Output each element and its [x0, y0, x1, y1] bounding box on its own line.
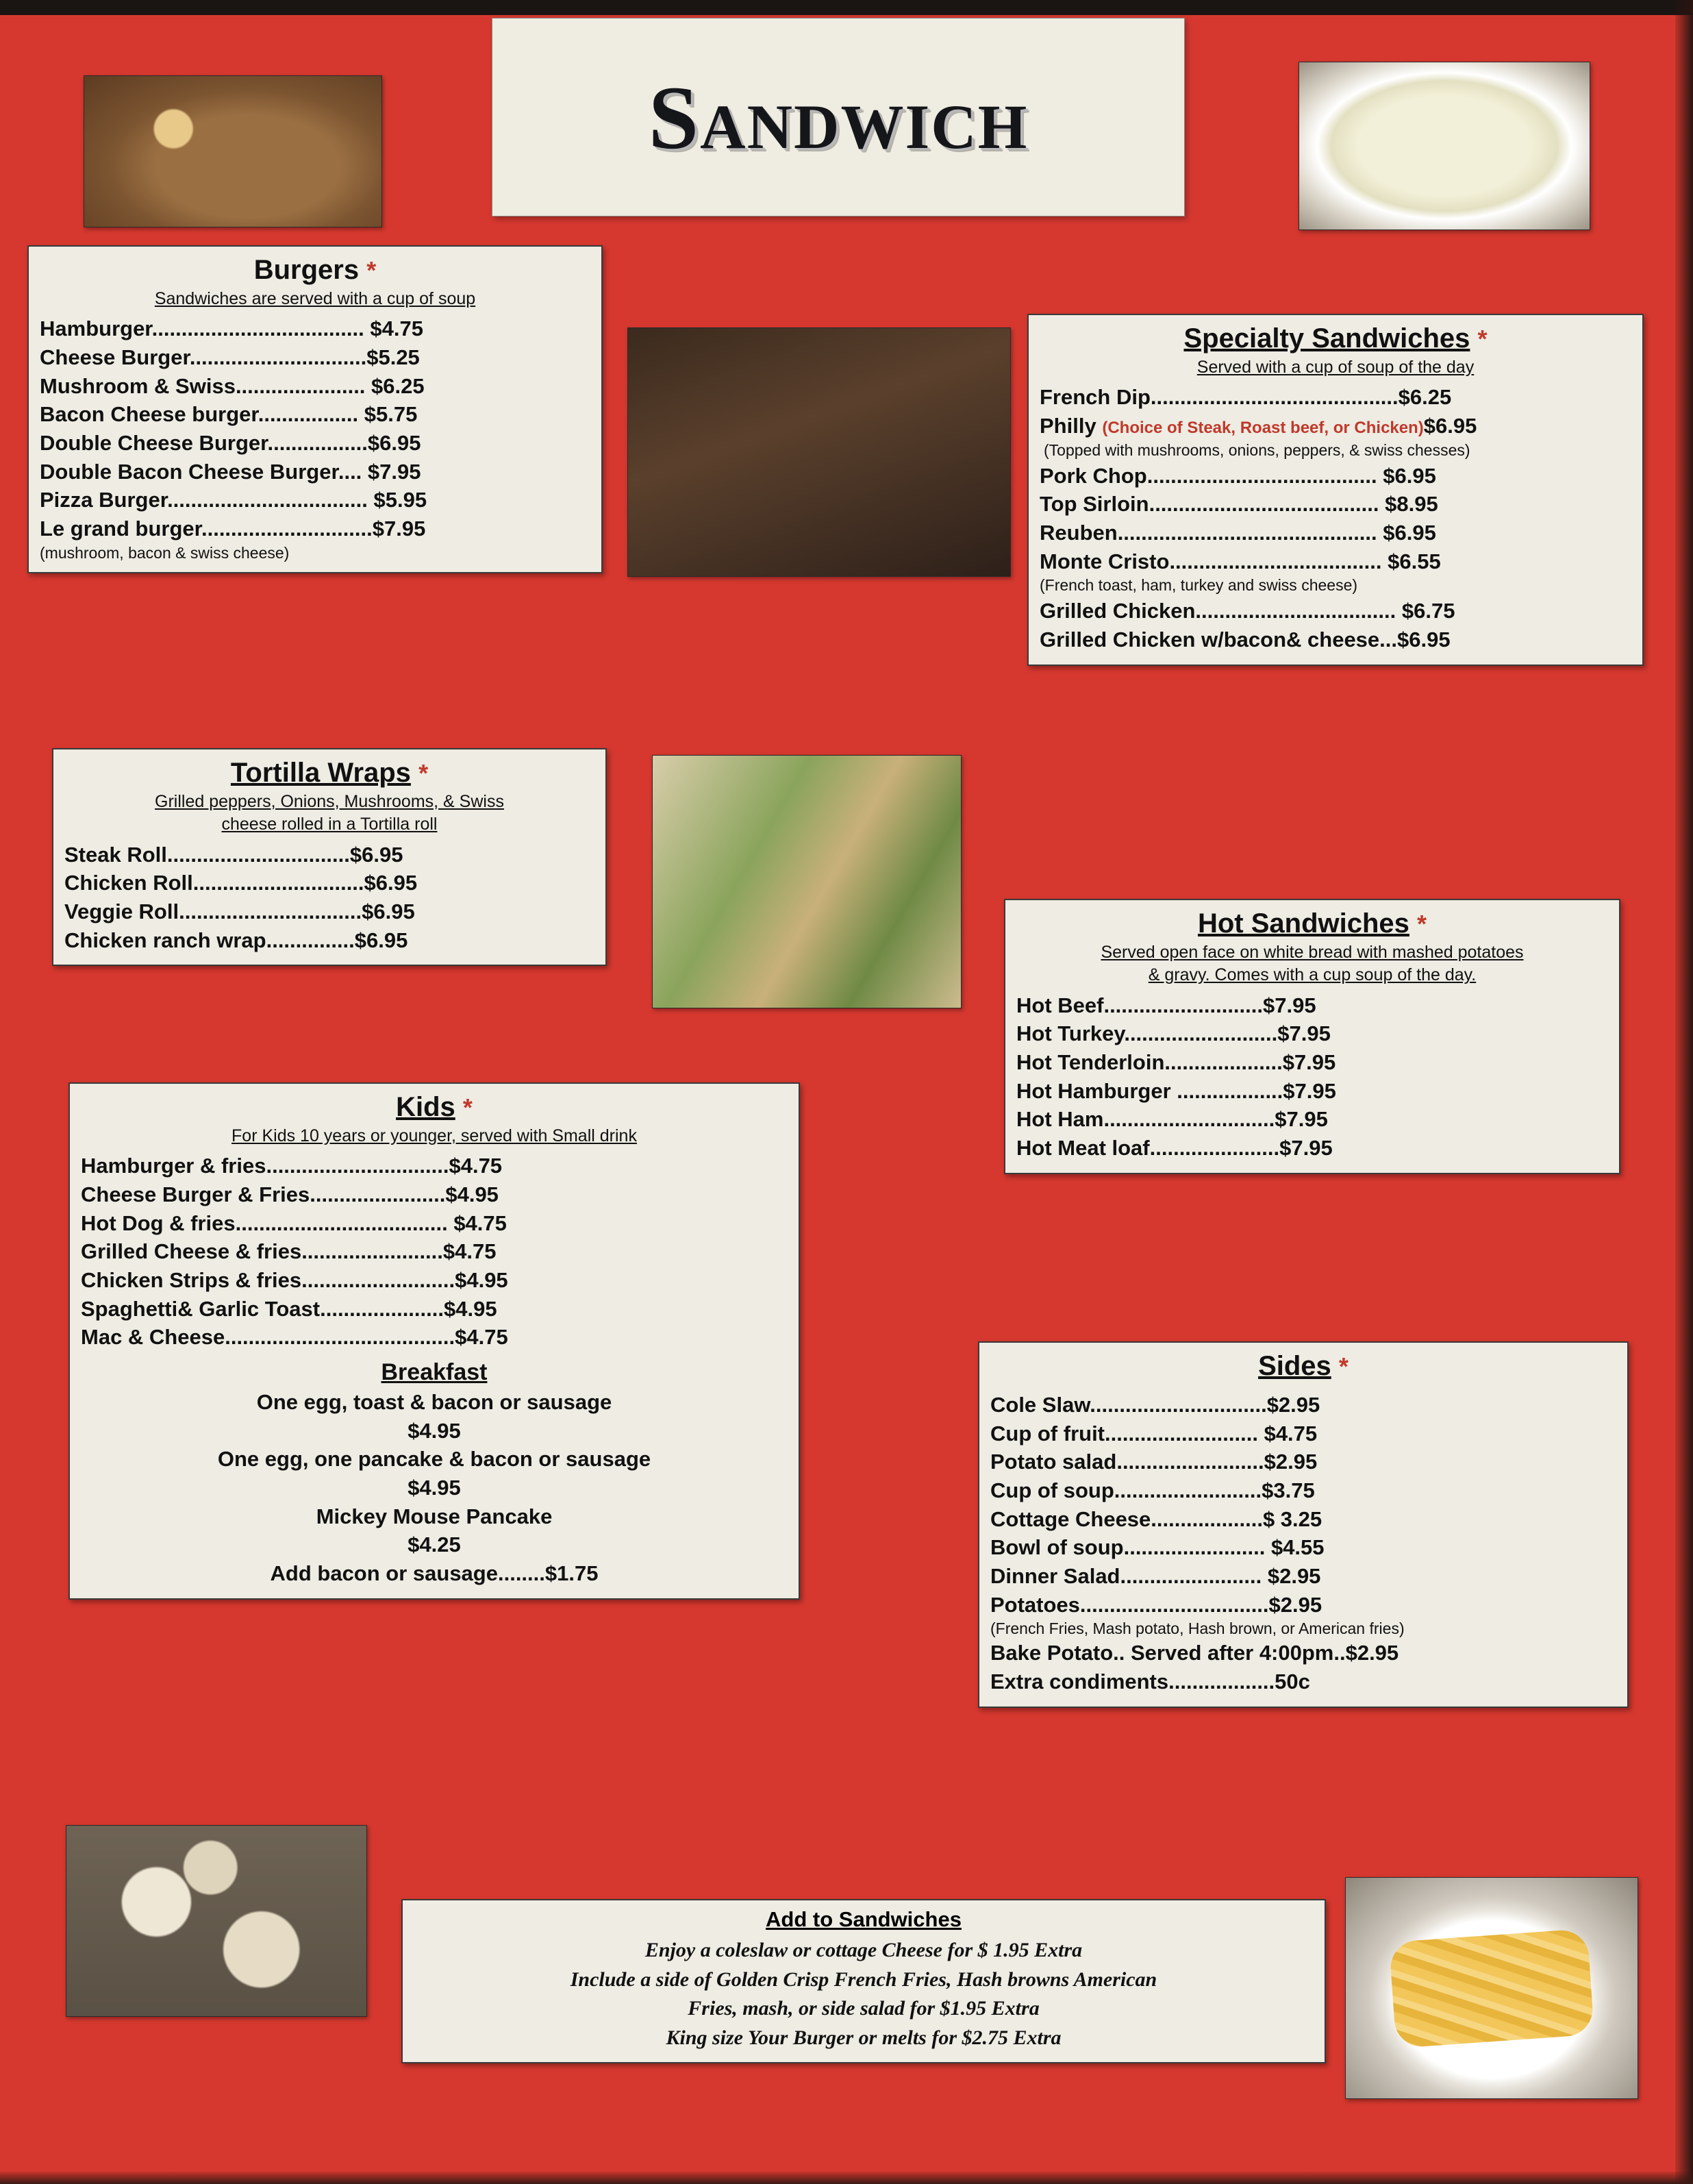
item-name: Chicken ranch wrap [64, 928, 266, 952]
item-name: Veggie Roll [64, 899, 179, 923]
menu-item [990, 1591, 1616, 1619]
hot-heading-text: Hot Sandwiches [1197, 908, 1409, 939]
menu-item [64, 927, 594, 954]
item-dots: .... [338, 459, 362, 484]
kids-star: * [462, 1093, 473, 1121]
item-note: (Choice of Steak, Roast beef, or Chicken) [1102, 418, 1424, 437]
item-name: Steak Roll [64, 842, 167, 867]
menu-item [40, 430, 590, 457]
item-name: Hot Ham [1016, 1107, 1104, 1132]
item-name: Double Bacon Cheese Burger [40, 459, 338, 484]
item-price: $4.75 [442, 1239, 497, 1264]
breakfast-line: One egg, toast & bacon or sausage [256, 1389, 612, 1414]
menu-item [990, 1477, 1616, 1504]
item-dots: ............................... [179, 899, 362, 923]
item-dots: ....................................... [1146, 463, 1377, 488]
item-price: $2.95 [1268, 1592, 1322, 1617]
item-dots: ................. [267, 430, 368, 455]
item-price: $7.95 [1275, 1107, 1328, 1132]
item-dots: .................. [1170, 1078, 1283, 1103]
menu-item [990, 1563, 1616, 1590]
menu-item [81, 1267, 788, 1294]
item-dots: ..................... [320, 1296, 444, 1321]
item-dots: ....................................... [1149, 492, 1379, 517]
item-price: $4.95 [443, 1296, 497, 1321]
photo-edge-right [1675, 0, 1693, 2184]
item-dots: .................................... [1169, 549, 1382, 573]
burgers-star: * [366, 256, 377, 284]
item-price: $2.95 [1264, 1450, 1318, 1474]
sides-heading [990, 1351, 1616, 1382]
breakfast-line: $4.25 [407, 1532, 461, 1557]
item-price: $7.95 [1283, 1078, 1336, 1103]
item-name: Double Cheese Burger [40, 430, 268, 455]
section-sides [978, 1341, 1629, 1708]
photo-edge-top [0, 0, 1693, 15]
addto-line: Fries, mash, or side salad for $1.95 Extra [688, 1997, 1040, 2020]
item-dots: ...................... [1149, 1135, 1280, 1160]
fries-detail [1389, 1928, 1594, 2048]
menu-item [990, 1534, 1616, 1561]
philly-note: (Topped with mushrooms, onions, peppers, & swiss chesses) [1044, 440, 1470, 459]
item-name: Bowl of soup [990, 1535, 1124, 1560]
wraps-heading [64, 758, 594, 789]
photo-edge-bottom [0, 2172, 1693, 2184]
item-price: $ 3.25 [1262, 1506, 1322, 1531]
item-dots: ....................................... [225, 1325, 455, 1350]
menu-item [81, 1324, 788, 1351]
item-price: $4.75 [453, 1211, 507, 1235]
menu-item [1040, 384, 1631, 411]
item-name: Hamburger [40, 317, 152, 341]
item-price: $4.75 [370, 317, 423, 341]
item-dots: ................. [258, 402, 359, 427]
menu-item [1040, 491, 1631, 518]
club-sandwich-photo [652, 755, 962, 1008]
item-dots: .............................. [1090, 1393, 1267, 1417]
item-price: $7.95 [1277, 1021, 1331, 1046]
item-price: $6.95 [349, 842, 403, 867]
menu-item [1040, 462, 1631, 490]
menu-item [81, 1238, 788, 1265]
breakfast-heading [81, 1359, 788, 1386]
potatoes-note: (French Fries, Mash potato, Hash brown, or American fries) [990, 1620, 1405, 1638]
item-name: Hot Hamburger [1016, 1078, 1171, 1103]
section-kids [68, 1082, 800, 1600]
kids-heading [81, 1092, 788, 1123]
extra-condiments-item: Extra condiments..................50c [990, 1670, 1310, 1694]
hot-star: * [1417, 910, 1427, 938]
item-price: $4.75 [1264, 1421, 1318, 1445]
item-price: $6.95 [1383, 463, 1436, 488]
section-tortilla-wraps [52, 748, 607, 966]
item-price: $7.95 [372, 516, 426, 541]
french-fries-photo [1345, 1877, 1638, 2099]
item-price: $6.95 [1423, 413, 1477, 438]
hot-subnote-line2: & gravy. Comes with a cup soup of the day. [1148, 965, 1477, 985]
item-price: $4.75 [455, 1325, 508, 1350]
item-name: Le grand burger [40, 516, 201, 541]
menu-item [1016, 1049, 1608, 1076]
breakfast-line: Add bacon or sausage........$1.75 [270, 1561, 599, 1585]
burgers-footnote: (mushroom, bacon & swiss cheese) [40, 543, 290, 562]
menu-item [40, 486, 590, 514]
page-title: Sandwich [648, 66, 1029, 168]
item-dots: .............................. [189, 345, 367, 369]
item-price: $5.25 [366, 345, 420, 369]
item-name: Hot Dog & fries [81, 1211, 236, 1235]
item-dots: ............................................ [1117, 520, 1377, 545]
item-price: $6.95 [1383, 520, 1436, 545]
addto-line: King size Your Burger or melts for $2.75 Extra [666, 2026, 1062, 2049]
addto-heading: Add to Sandwiches [766, 1907, 962, 1931]
burgers-subnote: Sandwiches are served with a cup of soup [154, 289, 476, 308]
specialty-heading-text: Specialty Sandwiches [1183, 323, 1470, 353]
monte-cristo-note: (French toast, ham, turkey and swiss cheese) [1040, 576, 1358, 595]
item-dots: ...................... [235, 373, 366, 398]
item-name: Cole Slaw [990, 1393, 1090, 1417]
item-dots: ......................... [1114, 1478, 1262, 1503]
item-price: $6.95 [362, 899, 415, 923]
item-dots: .................................. [1195, 599, 1396, 623]
menu-item [1040, 597, 1631, 625]
menu-item [990, 1391, 1616, 1419]
menu-item [1040, 548, 1631, 575]
item-name: Pizza Burger [40, 488, 168, 512]
menu-item [1016, 1020, 1608, 1047]
burgers-heading [40, 255, 590, 286]
item-name: Cup of soup [990, 1478, 1114, 1503]
item-price: $7.95 [1282, 1050, 1336, 1074]
item-name: Cup of fruit [990, 1421, 1105, 1445]
coleslaw-photo [1299, 62, 1590, 230]
item-dots: ........................ [301, 1239, 443, 1264]
item-name: Mushroom & Swiss [40, 373, 236, 398]
item-price: $6.55 [1388, 549, 1441, 573]
menu-item [990, 1420, 1616, 1448]
item-name: Cottage Cheese [990, 1506, 1151, 1531]
menu-item [40, 344, 590, 371]
item-price: $7.95 [1279, 1135, 1333, 1160]
item-name: French Dip [1040, 385, 1151, 410]
item-name: Hot Beef [1016, 993, 1104, 1017]
item-dots: .......................... [1124, 1021, 1278, 1046]
item-dots: ............................... [266, 1154, 449, 1178]
item-dots: ................... [1151, 1506, 1263, 1531]
beef-and-gravy-photo [84, 75, 382, 227]
item-name: Hot Tenderloin [1016, 1050, 1165, 1074]
item-dots: .................... [1164, 1050, 1283, 1074]
addto-line: Include a side of Golden Crisp French Fries, Hash browns American [570, 1968, 1157, 1991]
wraps-star: * [418, 759, 429, 787]
sides-star: * [1338, 1352, 1349, 1380]
item-price: $4.95 [455, 1267, 508, 1292]
item-name: Monte Cristo [1040, 549, 1170, 573]
item-price: $3.75 [1262, 1478, 1315, 1503]
hot-subnote-line1: Served open face on white bread with mashed potatoes [1101, 943, 1524, 962]
item-dots: ................................ [1079, 1592, 1269, 1617]
specialty-heading [1040, 323, 1631, 354]
item-dots: .......................... [301, 1267, 455, 1292]
hot-heading [1016, 908, 1608, 939]
item-name: Reuben [1040, 520, 1118, 545]
item-price: $7.95 [1263, 993, 1316, 1017]
burgers-heading-text: Burgers [253, 255, 360, 285]
item-price: $4.55 [1270, 1535, 1325, 1560]
item-name: Dinner Salad [990, 1564, 1120, 1589]
item-name: Potato salad [990, 1450, 1117, 1474]
item-price: $6.95 [367, 430, 421, 455]
menu-item [990, 1506, 1616, 1533]
breakfast-heading-text: Breakfast [381, 1358, 488, 1385]
item-price: $6.95 [364, 871, 418, 895]
menu-item [40, 315, 590, 343]
menu-item [1016, 1106, 1608, 1133]
item-price: $2.95 [1266, 1393, 1320, 1417]
addto-line: Enjoy a coleslaw or cottage Cheese for $ 1.95 Extra [644, 1939, 1083, 1961]
menu-item [1016, 1078, 1608, 1105]
menu-item [40, 401, 590, 428]
menu-item [1040, 412, 1631, 440]
item-name: Spaghetti& Garlic Toast [81, 1296, 321, 1321]
bake-potato-item: Bake Potato.. Served after 4:00pm..$2.95 [990, 1641, 1399, 1665]
wraps-heading-text: Tortilla Wraps [230, 758, 411, 788]
wraps-subnote-line1: Grilled peppers, Onions, Mushrooms, & Swiss [155, 792, 504, 811]
menu-item [40, 458, 590, 486]
menu-item [81, 1210, 788, 1237]
item-dots: ........................ [1123, 1535, 1266, 1560]
item-dots: ........................... [1103, 993, 1263, 1017]
menu-item [1016, 1134, 1608, 1162]
item-dots: .......................... [1105, 1421, 1258, 1445]
item-dots: .................................... [235, 1211, 448, 1235]
item-price: $5.75 [364, 402, 418, 427]
menu-item [1040, 519, 1631, 547]
menu-item [81, 1152, 788, 1180]
item-dots: ............... [266, 928, 355, 952]
item-name: Bacon Cheese burger [40, 402, 258, 427]
item-price: $6.75 [1401, 599, 1455, 623]
burger-and-fries-photo [627, 327, 1011, 577]
item-price: $8.95 [1385, 492, 1438, 517]
item-name: Hamburger & fries [81, 1154, 266, 1178]
menu-item [40, 373, 590, 400]
item-name: Chicken Roll [64, 871, 193, 895]
menu-item [64, 898, 594, 926]
item-dots: ............................. [192, 871, 364, 895]
section-specialty-sandwiches [1027, 314, 1644, 666]
item-price: $5.95 [373, 488, 427, 512]
item-price: $2.95 [1267, 1564, 1321, 1589]
menu-title-banner [492, 18, 1185, 216]
menu-item [990, 1448, 1616, 1476]
item-name: Pork Chop [1040, 463, 1147, 488]
item-price: $6.25 [1398, 385, 1452, 410]
item-name: Mac & Cheese [81, 1325, 225, 1350]
breakfast-line: One egg, one pancake & bacon or sausage [217, 1447, 651, 1472]
item-name: Hot Turkey [1016, 1021, 1125, 1046]
item-name: Grilled Chicken [1040, 599, 1196, 623]
menu-item [40, 515, 590, 543]
item-price: $6.25 [371, 373, 425, 398]
menu-item [81, 1181, 788, 1208]
menu-item [1016, 992, 1608, 1019]
breakfast-line: $4.95 [407, 1418, 461, 1443]
item-dots: ......................... [1116, 1450, 1264, 1474]
menu-item [81, 1295, 788, 1323]
item-price: $6.95 [1397, 627, 1451, 652]
specialty-subnote: Served with a cup of soup of the day [1196, 358, 1475, 377]
item-name: Potatoes [990, 1592, 1080, 1617]
specialty-star: * [1477, 325, 1488, 353]
breakfast-line: Mickey Mouse Pancake [316, 1504, 553, 1528]
section-hot-sandwiches [1004, 899, 1620, 1174]
item-name: Top Sirloin [1040, 492, 1149, 517]
item-dots: .......................................... [1150, 385, 1399, 410]
section-add-to-sandwiches [401, 1899, 1326, 2063]
item-dots: ............................... [166, 842, 350, 867]
wraps-subnote-line2: cheese rolled in a Tortilla roll [221, 815, 438, 834]
item-dots: ... [1379, 627, 1398, 652]
sides-heading-text: Sides [1258, 1351, 1331, 1381]
item-name: Cheese Burger [40, 345, 190, 369]
item-dots: ............................. [1103, 1107, 1275, 1132]
item-price: $4.75 [449, 1154, 503, 1178]
item-dots: .................................... [151, 317, 364, 341]
item-name: Grilled Chicken w/bacon& cheese [1040, 627, 1380, 652]
menu-item [64, 869, 594, 897]
item-price: $7.95 [367, 459, 421, 484]
item-name: Cheese Burger & Fries [81, 1182, 310, 1206]
kids-subnote: For Kids 10 years or younger, served with Small drink [231, 1126, 637, 1145]
onions-photo [66, 1825, 367, 2017]
item-name: Hot Meat loaf [1016, 1135, 1150, 1160]
section-burgers [27, 245, 603, 573]
item-dots: .................................. [167, 488, 368, 512]
breakfast-line: $4.95 [407, 1475, 461, 1500]
item-price: $6.95 [354, 928, 408, 952]
item-dots: ........................ [1120, 1564, 1262, 1589]
item-dots: ....................... [310, 1182, 446, 1206]
item-name: Philly [1040, 413, 1096, 438]
item-name: Chicken Strips & fries [81, 1267, 302, 1292]
item-name: Grilled Cheese & fries [81, 1239, 302, 1264]
item-price: $4.95 [445, 1182, 499, 1206]
menu-item [64, 841, 594, 869]
menu-item [1040, 626, 1631, 654]
item-dots: ............................. [201, 516, 373, 541]
kids-heading-text: Kids [396, 1092, 455, 1122]
